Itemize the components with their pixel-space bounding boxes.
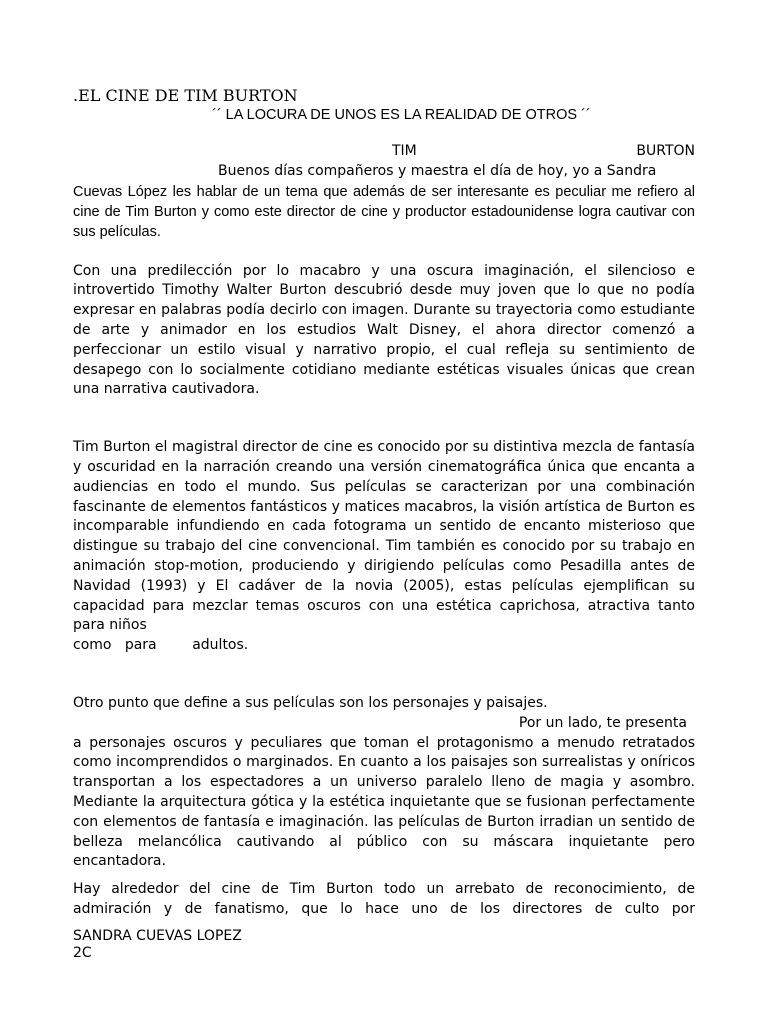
paragraph-4: Hay alrededor del cine de Tim Burton todo un arrebato de reconocimiento, de admiración y de fanatismo, que lo hace uno de los directores de culto por [73, 881, 695, 917]
footer-author: SANDRA CUEVAS LOPEZ [73, 928, 242, 944]
paragraph-1: Con una predilección por lo macabro y una oscura imaginación, el silencioso e introvertido Timothy Walter Burton descubrió desde muy joven que lo que no podía expresar en palabras podía decirlo con imagen. Durante su trayectoria como estudiante de arte y animador en los estudios Walt Disney, el ahora director comenzó a perfeccionar un estilo visual y narrativo propio, el cual refleja su sentimiento de desapego con lo socialmente cotidiano mediante estéticas visuales únicas que crean una narrativa cautivadora. [73, 262, 695, 398]
footer-group: 2C [73, 945, 92, 961]
page-footer [73, 928, 242, 962]
paragraph-3-line-2: Por un lado, te presenta [518, 714, 687, 731]
spacer [73, 400, 695, 438]
spacer [73, 124, 695, 142]
heading-right: BURTON [636, 143, 695, 159]
spacer [73, 872, 695, 880]
document-page [73, 86, 695, 920]
document-title: .EL CINE DE TIM BURTON [73, 86, 298, 105]
document-subtitle: ´´ LA LOCURA DE UNOS ES LA REALIDAD DE OTROS ´´ [212, 107, 591, 123]
paragraph-2: Tim Burton el magistral director de cine es conocido por su distintiva mezcla de fantasía y oscuridad en la narración creando una versión cinematográfica única que encanta a audiencias en todo el mundo. Sus películas se caracterizan por una combinación fascinante de elementos fantásticos y matices macabros, la visión artística de Burton es incomparable infundiendo en cada fotograma un sentido de encanto misterioso que distingue su trabajo del cine convencional. Tim también es conocido por su trabajo en animación stop-motion, produciendo y dirigiendo películas como Pesadilla antes de Navidad (1993) y El cadáver de la novia (2005), estas películas ejemplifican su capacidad para mezclar temas oscuros con una estética caprichosa, atractiva tanto para niños [73, 439, 695, 634]
intro-first-line: Buenos días compañeros y maestra el día de hoy, yo a Sandra [218, 162, 657, 179]
spacer [73, 656, 695, 694]
paragraph-2-last-line: como para adultos. [73, 637, 249, 654]
intro-paragraph: Cuevas López les hablar de un tema que además de ser interesante es peculiar me refiero al cine de Tim Burton y como este director de cine y productor estadounidense logra cautivar con sus películas. [73, 183, 695, 240]
paragraph-3: a personajes oscuros y peculiares que toman el protagonismo a menudo retratados como incomprendidos o marginados. En cuanto a los paisajes son surrealistas y oníricos transportan a los espectadores a un universo paralelo lleno de magia y asombro. Mediante la arquitectura gótica y la estética inquietante que se fusionan perfectamente con elementos de fantasía e imaginación. las películas de Burton irradian un sentido de belleza melancólica cautivando al público con su máscara inquietante pero encantadora. [73, 734, 695, 870]
spacer [73, 242, 695, 262]
name-heading [73, 142, 695, 162]
heading-left: TIM [392, 143, 417, 159]
paragraph-3-line-1: Otro punto que define a sus películas son los personajes y paisajes. [73, 694, 548, 711]
